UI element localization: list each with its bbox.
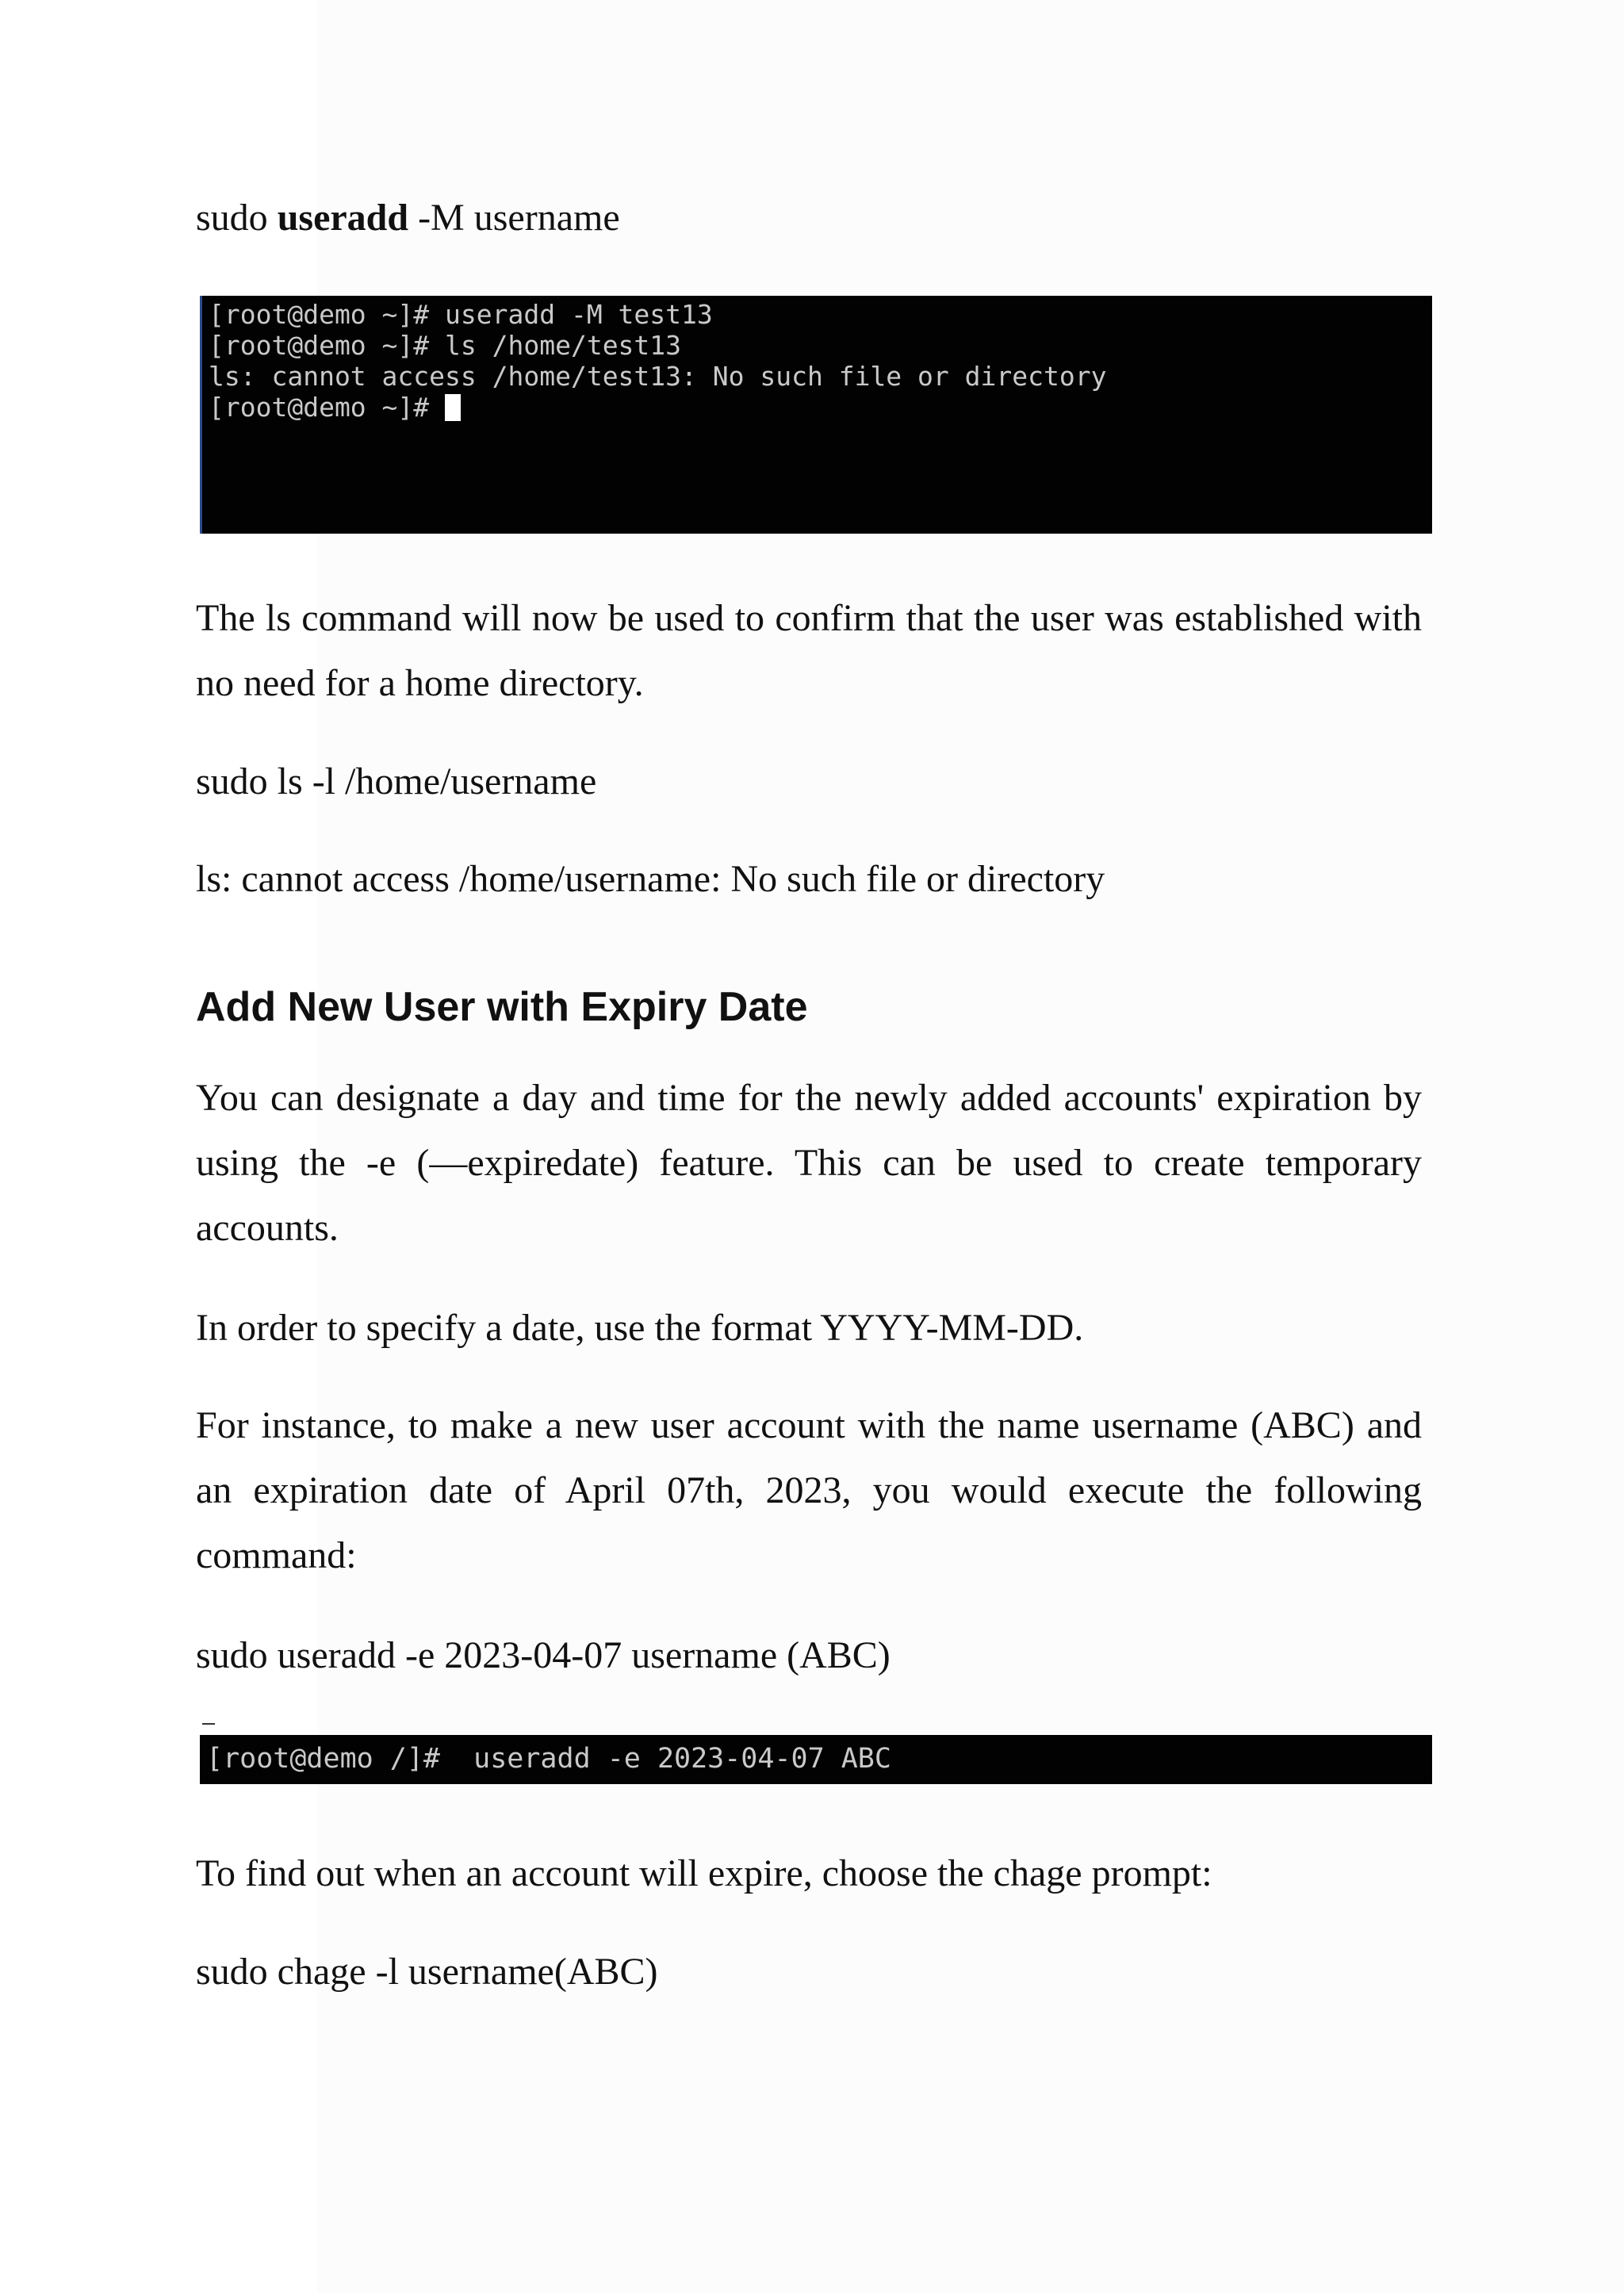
command-useradd-expire: sudo useradd -e 2023-04-07 username (ABC) [196, 1634, 891, 1676]
terminal-screenshot-2 [200, 1735, 1432, 1784]
intro-command-bold: useradd [277, 197, 409, 239]
terminal-line: [root@demo ~]# useradd -M test13 [209, 299, 713, 330]
paragraph-chage: To find out when an account will expire, choose the chage prompt: [196, 1852, 1212, 1894]
paragraph-date-format: In order to specify a date, use the format YYYY-MM-DD. [196, 1307, 1084, 1349]
section-heading: Add New User with Expiry Date [196, 984, 808, 1030]
ls-output: ls: cannot access /home/username: No such file or directory [196, 858, 1105, 900]
terminal-screenshot-1 [200, 296, 1432, 534]
intro-command-prefix: sudo [196, 197, 278, 239]
terminal-line: [root@demo /]# useradd -e 2023-04-07 ABC [206, 1743, 891, 1775]
paragraph-example: For instance, to make a new user account with the name username (ABC) and an expiration date of April 07th, 2023, you would execute the following command: [196, 1404, 1422, 1576]
intro-command-suffix: -M username [408, 197, 620, 239]
terminal-line: ls: cannot access /home/test13: No such file or directory [209, 361, 1107, 392]
terminal-prompt: [root@demo ~]# [209, 392, 446, 423]
paragraph-ls-explanation: The ls command will now be used to confirm that the user was established with no need for a home directory. [196, 597, 1422, 704]
terminal-cursor [445, 394, 461, 421]
intro-command [196, 186, 1422, 251]
paragraph-expire-option: You can designate a day and time for the newly added accounts' expiration by using the -e (—expiredate) feature. This can be used to create temporary accounts. [196, 1077, 1422, 1249]
divider-mark [202, 1723, 215, 1725]
command-chage: sudo chage -l username(ABC) [196, 1951, 658, 1993]
command-ls: sudo ls -l /home/username [196, 760, 597, 802]
terminal-prompt-line [209, 392, 1432, 423]
terminal-line: [root@demo ~]# ls /home/test13 [209, 330, 682, 361]
